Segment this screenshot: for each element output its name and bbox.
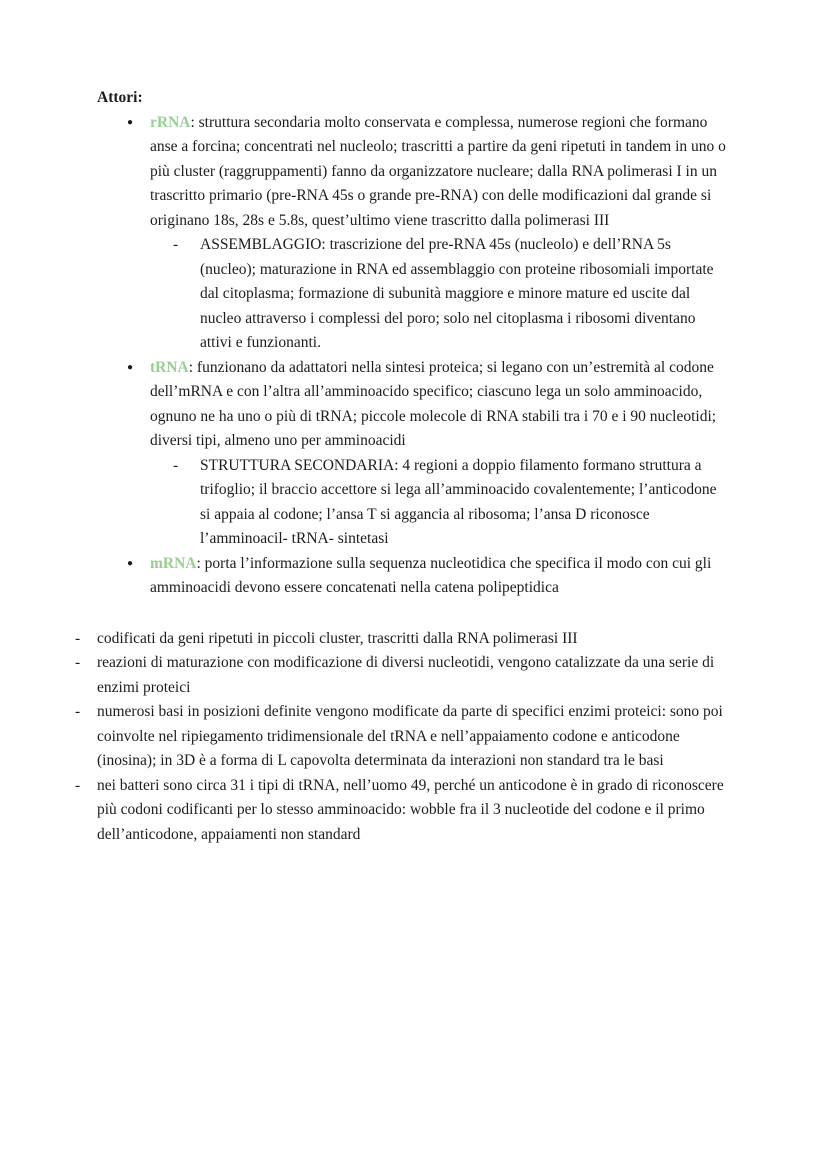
term-mrna: mRNA [150, 554, 197, 572]
dash-marker-icon: - [75, 629, 81, 647]
sub-item-struttura-secondaria [150, 454, 730, 552]
dash-marker-icon: - [173, 456, 179, 474]
dash-text: codificati da geni ripetuti in piccoli cluster, trascritti dalla RNA polimerasi III [97, 629, 578, 647]
dash-marker-icon: - [173, 236, 179, 253]
bullet-paragraph [150, 356, 730, 454]
bullet-body [150, 552, 730, 601]
bullet-item-mrna [97, 552, 730, 601]
bullet-paragraph [150, 111, 730, 234]
term-rrna: rRNA [150, 113, 191, 131]
bullet-text: : porta l’informazione sulla sequenza nucleotidica che specifica il modo con cui gli amminoacidi devono essere concatenati nella catena polipeptidica [150, 554, 712, 596]
bullet-marker-icon: ● [127, 557, 134, 569]
sub-list [150, 454, 730, 552]
sub-list [150, 233, 730, 356]
bullet-marker-icon: ● [127, 361, 134, 373]
dash-item [75, 774, 730, 848]
dash-item [75, 627, 730, 652]
bullet-text: : struttura secondaria molto conservata e complessa, numerose regioni che formano anse a forcina; concentrati nel nucleolo; trascritti a partire da geni ripetuti in tandem in uno o più cluster (raggruppamenti) fanno da organizzatore nucleare; dalla RNA polimerasi I in un trascritto primario (pre-RNA 45s o grande pre-RNA) con delle modificazioni dal grande si originano 18s, 28s e 5.8s, quest’ultimo viene trascritto dalla polimerasi III [150, 113, 726, 229]
dash-list [75, 627, 730, 848]
bullet-paragraph [150, 552, 730, 601]
bullet-body [150, 111, 730, 356]
term-trna: tRNA [150, 358, 189, 376]
page-title: Attori: [97, 89, 143, 106]
dash-text: reazioni di maturazione con modificazione di diversi nucleotidi, vengono catalizzate da una serie di enzimi proteici [97, 654, 715, 696]
bullet-item-rrna [97, 111, 730, 356]
dash-marker-icon: - [75, 703, 81, 720]
bullet-list [97, 111, 730, 601]
dash-marker-icon: - [75, 776, 81, 794]
bullet-text: : funzionano da adattatori nella sintesi proteica; si legano con un’estremità al codone dell’mRNA e con l’altra all’amminoacido specifico; ciascuno lega un solo amminoacido, ognuno ne ha uno o più di tRNA; piccole molecole di RNA stabili tra i 70 e i 90 nucleotidi; diversi tipi, almeno uno per amminoacidi [150, 358, 717, 449]
bullet-item-trna [97, 356, 730, 552]
dash-text: numerosi basi in posizioni definite vengono modificate da parte di specifici enzimi proteici: sono poi coinvolte nel ripiegamento tridimensionale del tRNA e nell’appaiamento codone e anticodone (inosina); in 3D è a forma di L capovolta determinata da interazioni non standard tra le basi [97, 703, 723, 769]
sub-item-assemblaggio [150, 233, 730, 356]
dash-text: nei batteri sono circa 31 i tipi di tRNA, nell’uomo 49, perché un anticodone è in grado di riconoscere più codoni codificanti per lo stesso amminoacido: wobble fra il 3 nucleotide del codone e il primo dell’anticodone, appaiamenti non standard [97, 776, 724, 843]
bullet-marker-icon: ● [127, 116, 134, 128]
dash-item [75, 651, 730, 700]
dash-marker-icon: - [75, 654, 81, 671]
dash-item [75, 700, 730, 774]
bullet-body [150, 356, 730, 552]
sub-text: STRUTTURA SECONDARIA: 4 regioni a doppio filamento formano struttura a trifoglio; il braccio accettore si lega all’amminoacido covalentemente; l’anticodone si appaia al codone; l’ansa T si aggancia al ribosoma; l’ansa D riconosce l’amminoacil- tRNA- sintetasi [200, 456, 717, 547]
sub-text: ASSEMBLAGGIO: trascrizione del pre-RNA 45s (nucleolo) e dell’RNA 5s (nucleo); maturazione in RNA ed assemblaggio con proteine ribosomiali importate dal citoplasma; formazione di subunità maggiore e minore mature ed uscite dal nucleo attraverso i complessi del poro; solo nel citoplasma i ribosomi diventano attivi e funzionanti. [200, 236, 714, 351]
